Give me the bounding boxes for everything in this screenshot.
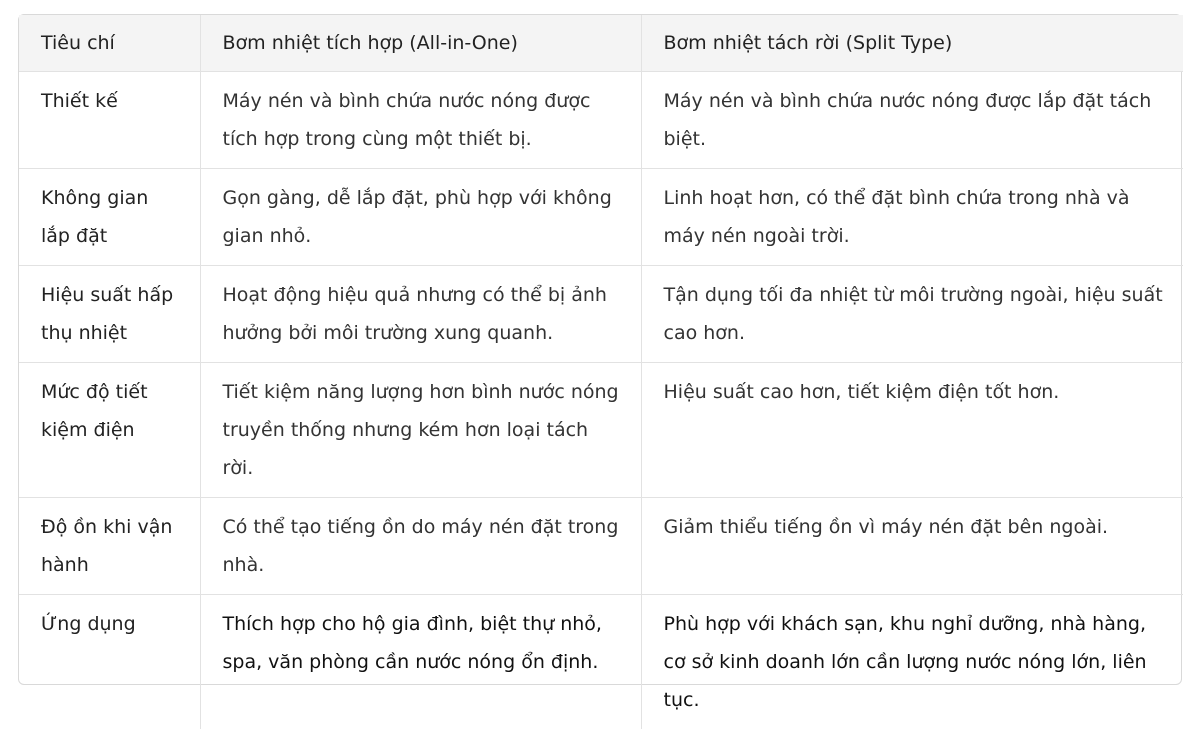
table-row xyxy=(19,72,1183,169)
cell-criterion: Không gian lắp đặt xyxy=(19,169,200,266)
cell-criterion: Ứng dụng xyxy=(19,595,200,729)
header-split-type: Bơm nhiệt tách rời (Split Type) xyxy=(641,15,1183,72)
header-row xyxy=(19,15,1183,72)
table-row xyxy=(19,363,1183,498)
cell-criterion: Độ ồn khi vận hành xyxy=(19,498,200,595)
cell-all-in-one: Tiết kiệm năng lượng hơn bình nước nóng truyền thống nhưng kém hơn loại tách rời. xyxy=(200,363,641,498)
cell-split: Linh hoạt hơn, có thể đặt bình chứa trong nhà và máy nén ngoài trời. xyxy=(641,169,1183,266)
cell-all-in-one: Hoạt động hiệu quả nhưng có thể bị ảnh hưởng bởi môi trường xung quanh. xyxy=(200,266,641,363)
cell-all-in-one: Gọn gàng, dễ lắp đặt, phù hợp với không gian nhỏ. xyxy=(200,169,641,266)
comparison-table xyxy=(19,15,1183,729)
table-row xyxy=(19,498,1183,595)
table-row xyxy=(19,169,1183,266)
cell-split: Máy nén và bình chứa nước nóng được lắp đặt tách biệt. xyxy=(641,72,1183,169)
cell-split: Tận dụng tối đa nhiệt từ môi trường ngoài, hiệu suất cao hơn. xyxy=(641,266,1183,363)
cell-all-in-one: Máy nén và bình chứa nước nóng được tích hợp trong cùng một thiết bị. xyxy=(200,72,641,169)
cell-split: Giảm thiểu tiếng ồn vì máy nén đặt bên ngoài. xyxy=(641,498,1183,595)
table-body xyxy=(19,72,1183,729)
cell-split: Hiệu suất cao hơn, tiết kiệm điện tốt hơn. xyxy=(641,363,1183,498)
cell-criterion: Thiết kế xyxy=(19,72,200,169)
cell-split: Phù hợp với khách sạn, khu nghỉ dưỡng, nhà hàng, cơ sở kinh doanh lớn cần lượng nước nóng lớn, liên tục. xyxy=(641,595,1183,729)
table-row xyxy=(19,595,1183,729)
cell-criterion: Hiệu suất hấp thụ nhiệt xyxy=(19,266,200,363)
table-header xyxy=(19,15,1183,72)
header-criterion: Tiêu chí xyxy=(19,15,200,72)
table-row xyxy=(19,266,1183,363)
cell-all-in-one: Thích hợp cho hộ gia đình, biệt thự nhỏ, spa, văn phòng cần nước nóng ổn định. xyxy=(200,595,641,729)
header-all-in-one: Bơm nhiệt tích hợp (All-in-One) xyxy=(200,15,641,72)
comparison-table-container xyxy=(18,14,1182,685)
cell-criterion: Mức độ tiết kiệm điện xyxy=(19,363,200,498)
cell-all-in-one: Có thể tạo tiếng ồn do máy nén đặt trong nhà. xyxy=(200,498,641,595)
